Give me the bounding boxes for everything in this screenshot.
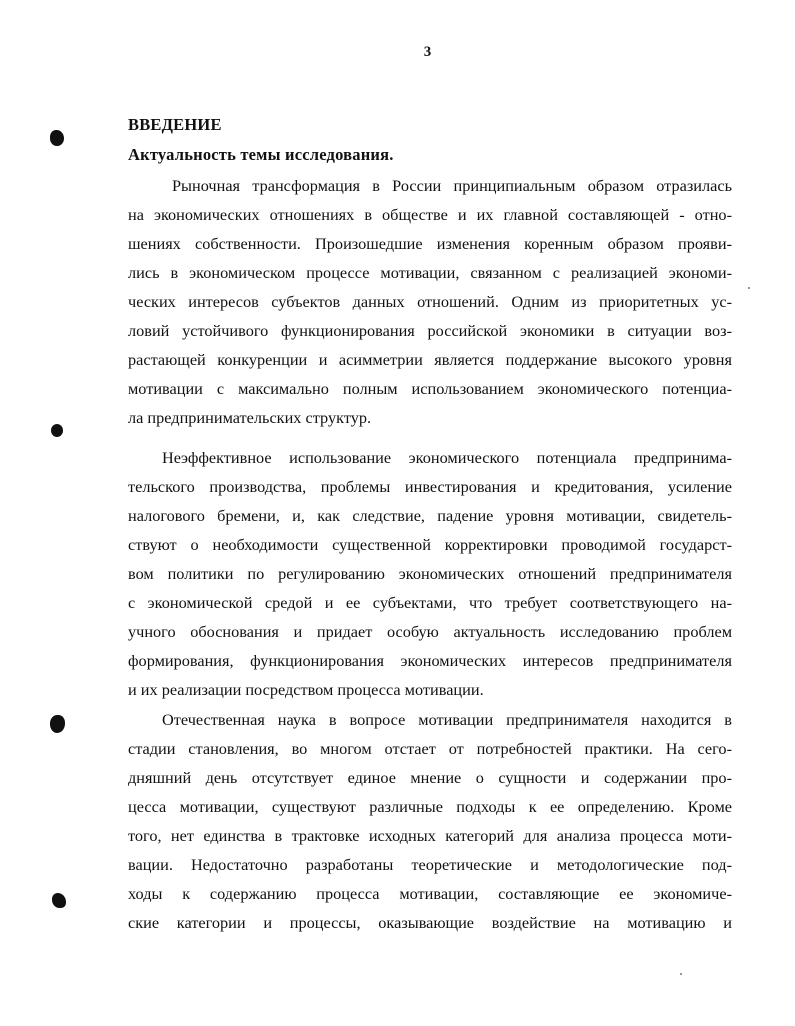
subsection-heading: Актуальность темы исследования. [128,145,394,164]
text-line: вом политики по регулированию экономических отношений предпринимателя [128,564,732,583]
text-line: Неэффективное использование экономического потенциала предпринима- [162,448,732,467]
punch-hole-mark [50,130,64,146]
section-heading: ВВЕДЕНИЕ [128,115,222,134]
text-line: того, нет единства в трактовке исходных категорий для анализа процесса моти- [128,826,732,845]
text-line: мотивации с максимально полным использованием экономического потенциа- [128,379,732,398]
text-line: вации. Недостаточно разработаны теоретические и методологические под- [128,855,732,874]
text-line: учного обоснования и придает особую актуальность исследованию проблем [128,622,732,641]
page-number: 3 [423,44,432,60]
text-line: Отечественная наука в вопросе мотивации предпринимателя находится в [162,710,732,729]
text-line: ла предпринимательских структур. [128,408,372,427]
punch-hole-mark [52,893,66,908]
text-line: растающей конкуренции и асимметрии является поддержание высокого уровня [128,350,732,369]
text-line: формирования, функционирования экономических интересов предпринимателя [128,651,732,670]
text-line: ходы к содержанию процесса мотивации, составляющие ее экономиче- [128,884,732,903]
punch-hole-mark [50,715,65,733]
text-line: цесса мотивации, существуют различные подходы к ее определению. Кроме [128,797,732,816]
text-line: Рыночная трансформация в России принципиальным образом отразилась [172,176,732,195]
punch-hole-mark [51,424,63,437]
scan-speck [680,973,682,975]
text-line: и их реализации посредством процесса мотивации. [128,680,484,699]
text-line: стадии становления, во многом отстает от потребностей практики. На сего- [128,739,732,758]
text-line: шениях собственности. Произошедшие изменения коренным образом прояви- [128,234,732,253]
scan-speck [748,287,750,289]
text-line: с экономической средой и ее субъектами, что требует соответствующего на- [128,593,732,612]
text-line: лись в экономическом процессе мотивации, связанном с реализацией экономи- [128,263,732,282]
text-line: ские категории и процессы, оказывающие воздействие на мотивацию и [128,913,732,932]
text-line: ческих интересов субъектов данных отношений. Одним из приоритетных ус- [128,292,732,311]
text-line: дняшний день отсутствует единое мнение о сущности и содержании про- [128,768,732,787]
text-line: налогового бремени, и, как следствие, падение уровня мотивации, свидетель- [128,506,732,525]
text-line: ловий устойчивого функционирования российской экономики в ситуации воз- [128,321,732,340]
text-line: на экономических отношениях в обществе и их главной составляющей - отно- [128,205,732,224]
text-line: ствуют о необходимости существенной корректировки проводимой государст- [128,535,732,554]
text-line: тельского производства, проблемы инвестирования и кредитования, усиление [128,477,732,496]
